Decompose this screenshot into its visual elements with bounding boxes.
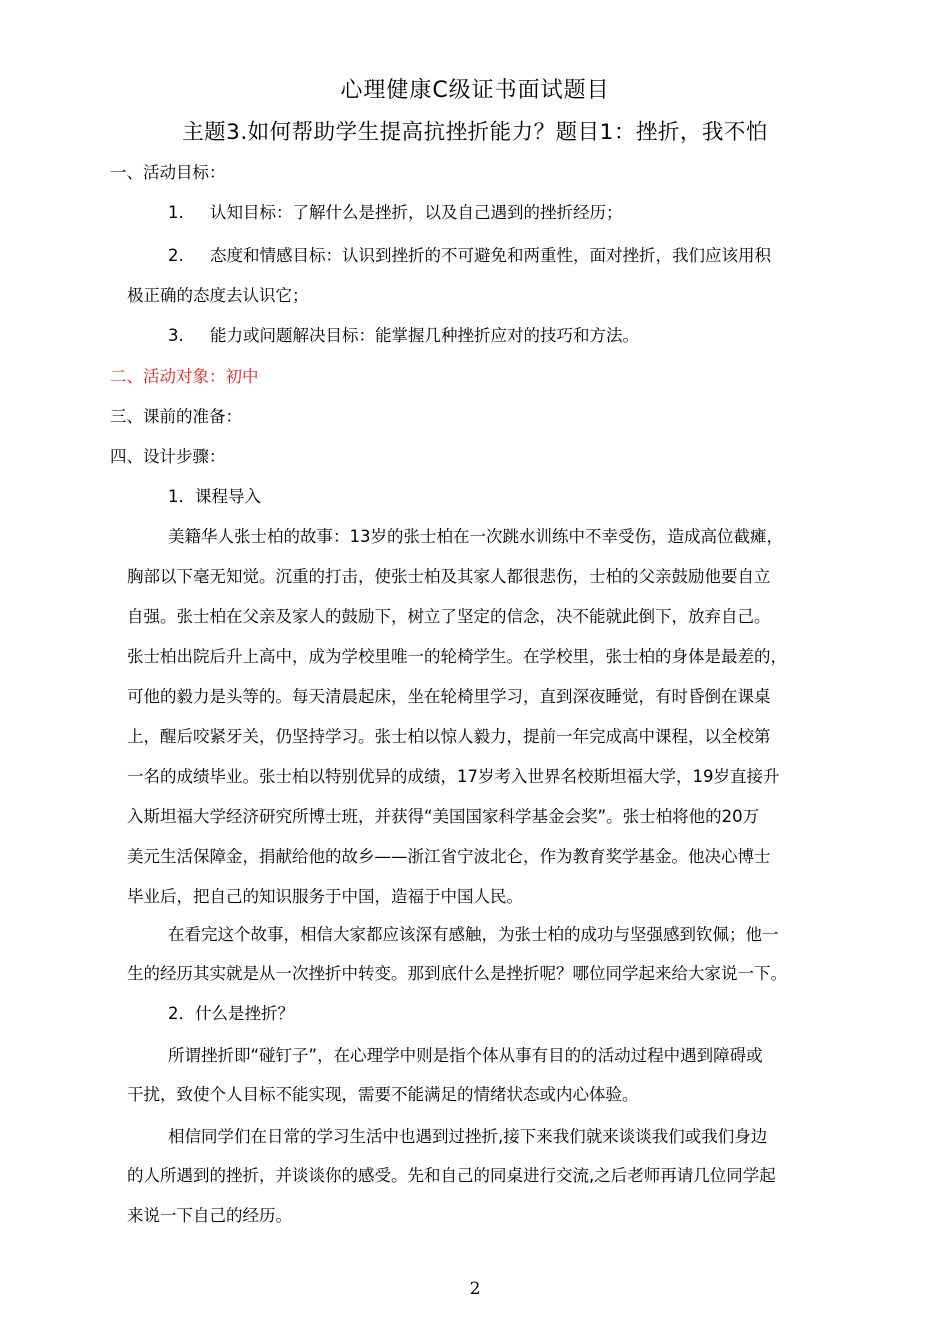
section-heading-target (110, 365, 259, 389)
story-line: 上，醒后咬紧牙关，仍坚持学习。张士柏以惊人毅力，提前一年完成高中课程，以全校第 (127, 727, 771, 746)
goal-text: 能力或问题解决目标：能掌握几种挫折应对的技巧和方法。 (210, 326, 639, 345)
document-subtitle: 主题3.如何帮助学生提高抗挫折能力？题目1：挫折，我不怕 (182, 120, 768, 145)
story-line: 入斯坦福大学经济研究所博士班，并获得“美国国家科学基金会奖”。张士柏将他的20万 (127, 807, 760, 826)
discussion-line: 相信同学们在日常的学习生活中也遇到过挫折,接下来我们就来谈谈我们或我们身边 (168, 1127, 768, 1146)
target-label: 二、活动对象： (110, 367, 226, 386)
goal-number: 3. (168, 326, 184, 345)
story-line: 美元生活保障金，捐献给他的故乡——浙江省宁波北仑，作为教育奖学基金。他决心博士 (127, 847, 771, 866)
goal-item-1 (168, 201, 623, 225)
section-heading-goals: 一、活动目标： (110, 163, 226, 182)
story-line: 可他的毅力是头等的。每天清晨起床，坐在轮椅里学习，直到深夜睡觉，有时昏倒在课桌 (127, 687, 771, 706)
discussion-line: 来说一下自己的经历。 (127, 1206, 292, 1225)
step-heading-intro: 1．课程导入 (168, 487, 261, 506)
goal-number: 1. (168, 203, 184, 222)
story-line: 美籍华人张士柏的故事：13岁的张士柏在一次跳水训练中不幸受伤，造成高位截瘫， (168, 527, 783, 546)
story-line: 胸部以下毫无知觉。沉重的打击，使张士柏及其家人都很悲伤，士柏的父亲鼓励他要自立 (127, 567, 771, 586)
goal-item-3 (168, 324, 639, 348)
story-line: 一名的成绩毕业。张士柏以特别优异的成绩，17岁考入世界名校斯坦福大学，19岁直接升 (127, 767, 780, 786)
section-heading-preparation: 三、课前的准备： (110, 407, 242, 426)
document-title: 心理健康C级证书面试题目 (340, 78, 610, 103)
goal-item-2-continuation: 极正确的态度去认识它； (127, 286, 309, 305)
goal-text: 认知目标：了解什么是挫折，以及自己遇到的挫折经历； (210, 203, 623, 222)
reflection-line: 生的经历其实就是从一次挫折中转变。那到底什么是挫折呢？哪位同学起来给大家说一下。 (127, 964, 787, 983)
story-line: 毕业后，把自己的知识服务于中国，造福于中国人民。 (127, 887, 523, 906)
story-line: 张士柏出院后升上高中，成为学校里唯一的轮椅学生。在学校里，张士柏的身体是最差的， (127, 647, 787, 666)
goal-item-2 (168, 244, 771, 268)
target-value: 初中 (225, 367, 259, 386)
definition-line: 所谓挫折即“碰钉子”，在心理学中则是指个体从事有目的的活动过程中遇到障碍或 (168, 1046, 763, 1065)
section-heading-steps: 四、设计步骤： (110, 447, 226, 466)
reflection-line: 在看完这个故事，相信大家都应该深有感触，为张士柏的成功与坚强感到钦佩；他一 (168, 925, 779, 944)
goal-text: 态度和情感目标：认识到挫折的不可避免和两重性，面对挫折，我们应该用积 (210, 246, 771, 265)
goal-number: 2. (168, 246, 184, 265)
step-heading-definition: 2．什么是挫折？ (168, 1004, 294, 1023)
discussion-line: 的人所遇到的挫折，并谈谈你的感受。先和自己的同桌进行交流,之后老师再请几位同学起 (127, 1166, 776, 1185)
story-line: 自强。张士柏在父亲及家人的鼓励下，树立了坚定的信念，决不能就此倒下，放弃自己。 (127, 607, 771, 626)
page-number: 2 (469, 1279, 481, 1299)
definition-line: 干扰，致使个人目标不能实现，需要不能满足的情绪状态或内心体验。 (127, 1085, 639, 1104)
